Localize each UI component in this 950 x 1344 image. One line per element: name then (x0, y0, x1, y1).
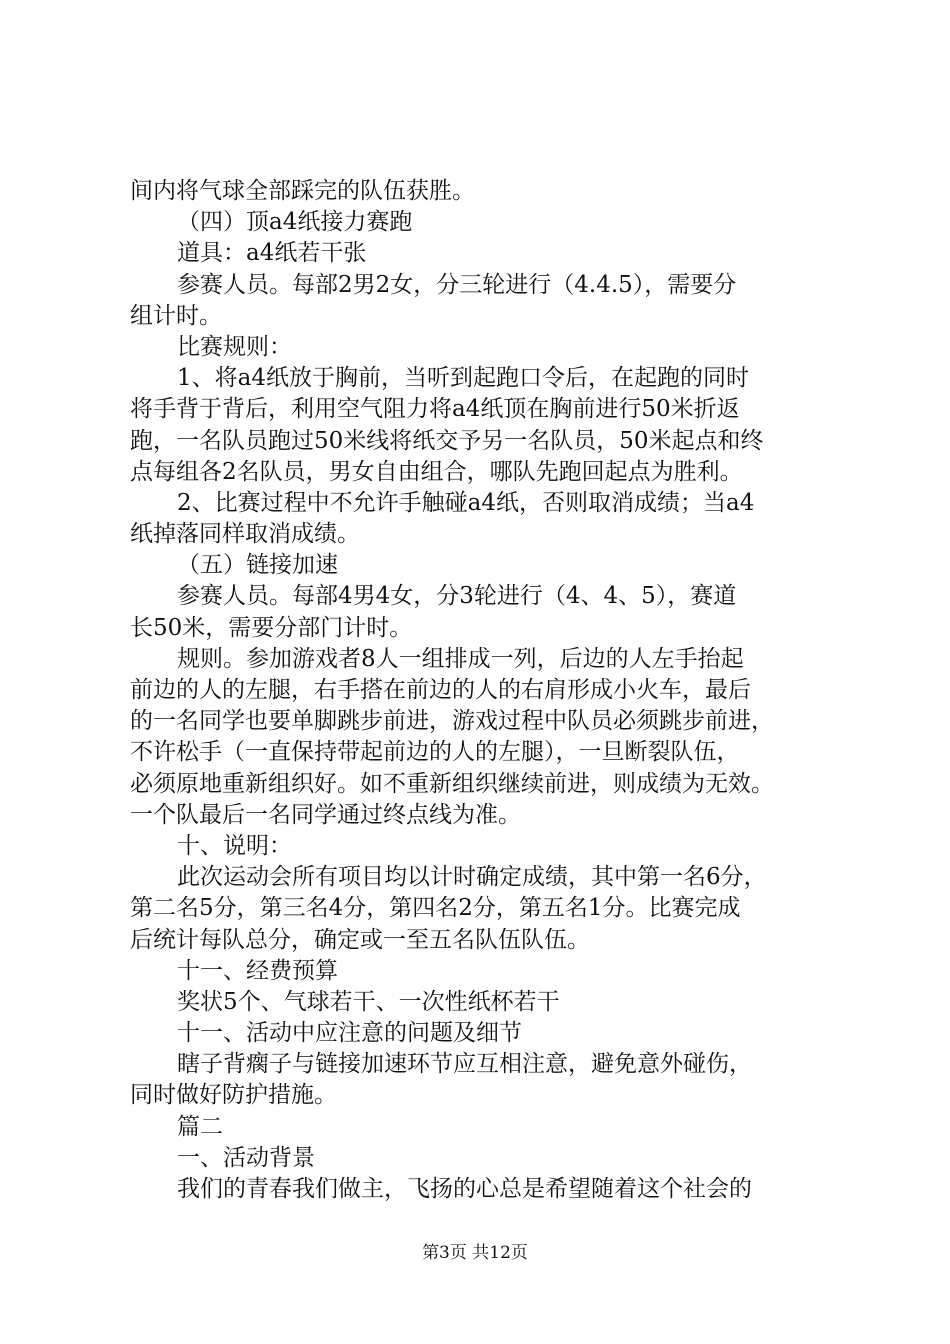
text-line: 将手背于背后，利用空气阻力将a4纸顶在胸前进行50米折返 (130, 396, 740, 423)
text-line: 点每组各2名队员，男女自由组合，哪队先跑回起点为胜利。 (130, 458, 743, 485)
text-line: 比赛规则： (177, 333, 292, 360)
text-line: 奖状5个、气球若干、一次性纸杯若干 (177, 988, 560, 1015)
text-line: 前边的人的左腿，右手搭在前边的人的右肩形成小火车，最后 (130, 677, 751, 703)
text-line: 道具：a4纸若干张 (177, 240, 367, 267)
text-line: 此次运动会所有项目均以计时确定成绩，其中第一名6分， (177, 864, 767, 891)
text-line: 跑，一名队员跑过50米线将纸交予另一名队员，50米起点和终 (130, 427, 764, 454)
text-line: 参赛人员。每部2男2女，分三轮进行（4.4.5），需要分 (177, 271, 737, 298)
text-line: 纸掉落同样取消成绩。 (130, 521, 360, 548)
page-number-footer: 第3页 共12页 (422, 1243, 528, 1263)
section-heading: 十一、经费预算 (177, 957, 338, 984)
section-heading: （五）链接加速 (177, 552, 338, 579)
text-line: 的一名同学也要单脚跳步前进，游戏过程中队员必须跳步前进， (130, 708, 774, 735)
text-line: 第二名5分，第三名4分，第四名2分，第五名1分。比赛完成 (130, 895, 741, 922)
text-line: 长50米，需要分部门计时。 (130, 614, 413, 641)
text-line: 一个队最后一名同学通过终点线为准。 (130, 801, 521, 828)
section-heading: （四）顶a4纸接力赛跑 (177, 209, 413, 236)
text-line: 组计时。 (130, 302, 222, 329)
text-line: 规则。参加游戏者8人一组排成一列，后边的人左手抬起 (177, 645, 744, 672)
section-heading: 十一、活动中应注意的问题及细节 (177, 1020, 522, 1047)
text-line: 同时做好防护措施。 (130, 1082, 337, 1109)
section-heading: 一、活动背景 (177, 1144, 315, 1171)
text-line: 1、将a4纸放于胸前，当听到起跑口令后，在起跑的同时 (177, 365, 749, 392)
text-line: 必须原地重新组织好。如不重新组织继续前进，则成绩为无效。 (130, 770, 774, 797)
text-line: 我们的青春我们做主，飞扬的心总是希望随着这个社会的 (177, 1176, 752, 1202)
section-heading: 十、说明： (177, 832, 292, 859)
text-line: 参赛人员。每部4男4女，分3轮进行（4、4、5），赛道 (177, 583, 737, 610)
text-line: 瞎子背瘸子与链接加速环节应互相注意，避免意外碰伤， (177, 1051, 752, 1078)
text-line: 不许松手（一直保持带起前边的人的左腿），一旦断裂队伍， (130, 739, 740, 766)
text-line: 后统计每队总分，确定或一至五名队伍队伍。 (130, 926, 590, 953)
document-body (130, 176, 850, 1205)
text-line: 间内将气球全部踩完的队伍获胜。 (130, 178, 475, 204)
text-line: 2、比赛过程中不允许手触碰a4纸，否则取消成绩；当a4 (177, 489, 755, 516)
section-heading: 篇二 (177, 1113, 223, 1140)
